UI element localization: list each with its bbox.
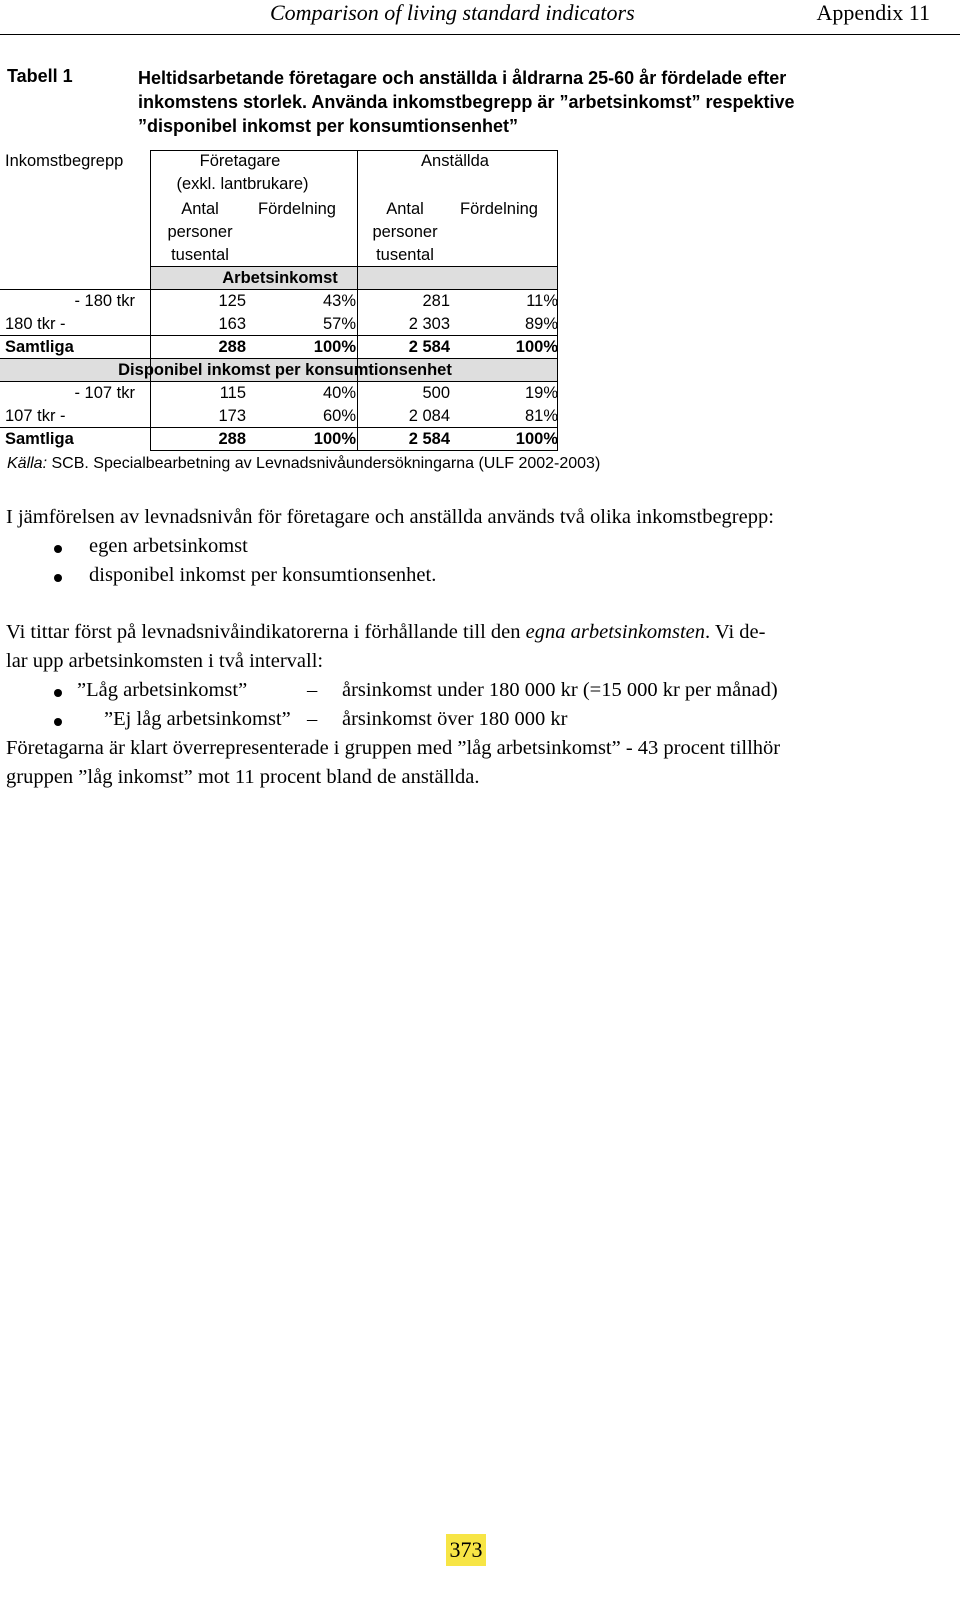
cell-foretagare-fordelning: 40%: [322, 384, 356, 402]
cell-foretagare-antal: 288: [218, 430, 246, 448]
paragraph-3-line-2: gruppen ”låg inkomst” mot 11 procent bland de anställda.: [6, 766, 480, 788]
bullet-desc: årsinkomst över 180 000 kr: [342, 708, 568, 730]
bullet-dash: –: [307, 708, 318, 730]
header-inkomstbegrepp: Inkomstbegrepp: [5, 152, 124, 170]
bullet-dot: [54, 545, 62, 553]
bullet-dot: [54, 689, 62, 697]
cell-foretagare-fordelning: 100%: [313, 338, 356, 356]
cell-anstallda-fordelning: 81%: [524, 407, 558, 425]
cell-anstallda-fordelning: 89%: [524, 315, 558, 333]
row-label: 180 tkr -: [5, 315, 66, 333]
intro-paragraph: I jämförelsen av levnadsnivån för företagare och anställda används två olika inkomstbegrepp:: [6, 506, 774, 528]
cell-foretagare-fordelning: 43%: [322, 292, 356, 310]
bullet-dot: [54, 718, 62, 726]
cell-foretagare-antal: 173: [218, 407, 246, 425]
cell-anstallda-antal: 2 584: [408, 430, 450, 448]
cell-anstallda-antal: 2 084: [408, 407, 450, 425]
bullet-item: egen arbetsinkomst: [89, 535, 248, 557]
section-title-disponibel: Disponibel inkomst per konsumtionsenhet: [118, 361, 452, 379]
cell-anstallda-antal: 500: [422, 384, 450, 402]
header-rule: [0, 34, 960, 35]
cell-foretagare-antal: 115: [219, 384, 246, 402]
caption-line-1: Heltidsarbetande företagare och anställda i åldrarna 25-60 år fördelade efter: [138, 68, 787, 88]
header-tusental-2: tusental: [376, 246, 434, 264]
cell-anstallda-antal: 2 584: [408, 338, 450, 356]
paragraph-2-emphasis: egna arbetsinkomsten: [525, 621, 706, 643]
row-label-total: Samtliga: [5, 338, 74, 356]
cell-foretagare-antal: 163: [218, 315, 246, 333]
header-antal-2: Antal: [386, 200, 424, 218]
caption-line-3: ”disponibel inkomst per konsumtionsenhet”: [138, 116, 519, 136]
row-label-total: Samtliga: [5, 430, 74, 448]
section-title-arbetsinkomst: Arbetsinkomst: [222, 269, 338, 287]
cell-foretagare-antal: 288: [218, 338, 246, 356]
header-foretagare-sub: (exkl. lantbrukare): [176, 175, 309, 193]
cell-anstallda-fordelning: 11%: [526, 292, 558, 310]
cell-foretagare-fordelning: 100%: [313, 430, 356, 448]
cell-anstallda-fordelning: 19%: [524, 384, 558, 402]
header-personer-2: personer: [372, 223, 438, 241]
header-antal-1: Antal: [181, 200, 219, 218]
running-header-appendix: Appendix 11: [816, 0, 930, 25]
bullet-dash: –: [307, 679, 318, 701]
source-text: SCB. Specialbearbetning av Levnadsnivåundersökningarna (ULF 2002-2003): [51, 455, 601, 472]
paragraph-3-line-1: Företagarna är klart överrepresenterade i gruppen med ”låg arbetsinkomst” - 43 procent tillhör: [6, 737, 781, 759]
paragraph-2-text-b: . Vi de-: [705, 621, 766, 643]
header-tusental-1: tusental: [171, 246, 229, 264]
header-anstallda: Anställda: [421, 152, 489, 170]
cell-foretagare-antal: 125: [218, 292, 246, 310]
row-label: - 107 tkr: [74, 384, 135, 402]
income-table: [0, 150, 560, 450]
table-caption: [138, 66, 928, 138]
bullet-term: ”Ej låg arbetsinkomst”: [104, 708, 291, 730]
cell-anstallda-fordelning: 100%: [515, 338, 558, 356]
bullet-item: disponibel inkomst per konsumtionsenhet.: [89, 564, 437, 586]
cell-anstallda-fordelning: 100%: [515, 430, 558, 448]
cell-foretagare-fordelning: 57%: [322, 315, 356, 333]
table-label: Tabell 1: [7, 66, 73, 86]
table-source: [7, 455, 600, 473]
running-header-title: Comparison of living standard indicators: [270, 0, 635, 25]
cell-anstallda-antal: 2 303: [408, 315, 450, 333]
page-number: 373: [446, 1534, 486, 1566]
source-label: Källa:: [7, 455, 48, 472]
header-fordelning-1: Fördelning: [258, 200, 336, 218]
paragraph-2-line-1: [6, 618, 765, 647]
cell-anstallda-antal: 281: [422, 292, 450, 310]
paragraph-2-text-a: Vi tittar först på levnadsnivåindikatorerna i förhållande till den: [6, 621, 526, 643]
caption-line-2: inkomstens storlek. Använda inkomstbegrepp är ”arbetsinkomst” respektive: [138, 92, 795, 112]
bullet-term: ”Låg arbetsinkomst”: [77, 679, 248, 701]
bullet-desc: årsinkomst under 180 000 kr (=15 000 kr per månad): [342, 679, 778, 701]
row-label: 107 tkr -: [5, 407, 66, 425]
header-personer-1: personer: [167, 223, 233, 241]
bullet-dot: [54, 574, 62, 582]
row-label: - 180 tkr: [74, 292, 135, 310]
cell-foretagare-fordelning: 60%: [322, 407, 356, 425]
header-fordelning-2: Fördelning: [460, 200, 538, 218]
paragraph-2-line-2: lar upp arbetsinkomsten i två intervall:: [6, 650, 324, 672]
header-foretagare: Företagare: [199, 152, 281, 170]
